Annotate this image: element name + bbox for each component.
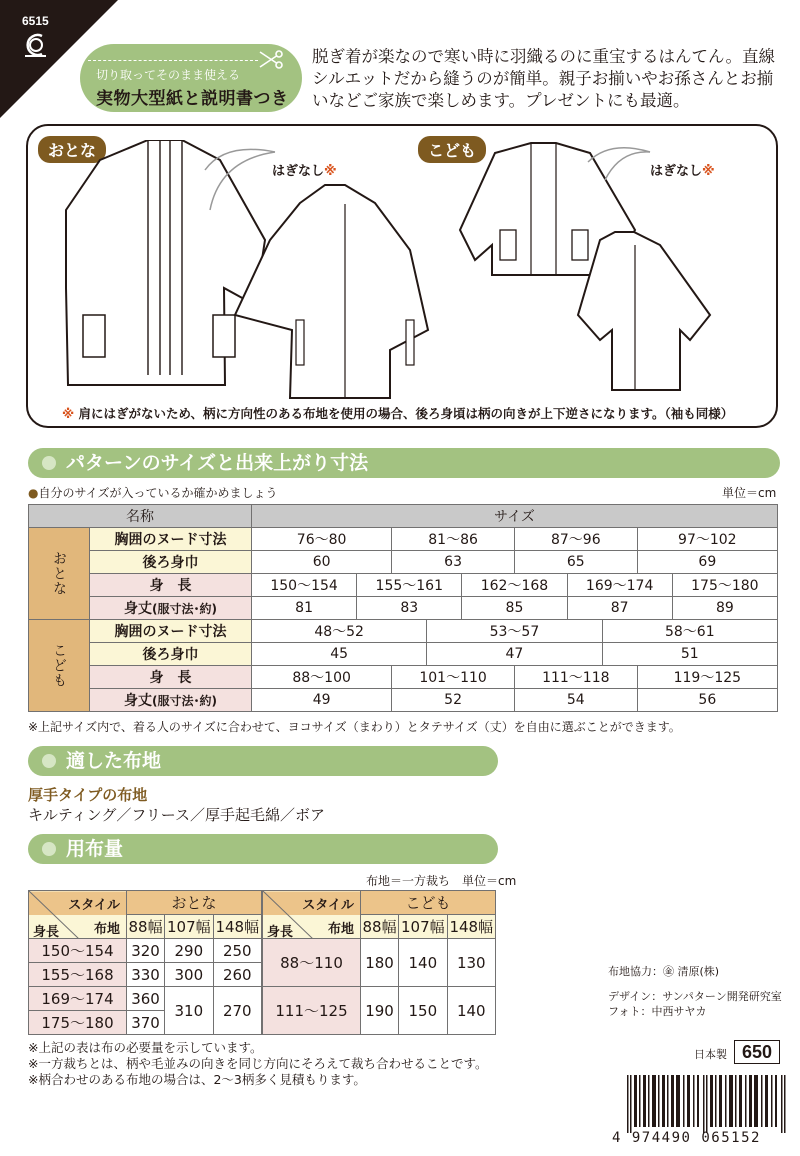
table-row: 後ろ身巾 45 47 51 — [29, 643, 778, 666]
row-label: 身丈(服寸法･約) — [90, 689, 252, 712]
bullet-icon — [42, 754, 56, 768]
yardage-unit: 布地＝一方裁ち 単位＝cm — [366, 874, 517, 888]
col-header-size: サイズ — [252, 505, 778, 528]
size-subtitle: ●自分のサイズが入っているか確かめましょう — [28, 486, 278, 500]
table-row: 身丈(服寸法･約) 49 52 54 56 — [29, 689, 778, 712]
price-box: 650 — [734, 1040, 780, 1064]
section-header-sizes: パターンのサイズと出来上がり寸法 — [28, 448, 780, 478]
size-table — [28, 504, 778, 712]
table-row: 身丈(服寸法･約) 81 83 85 87 89 — [29, 597, 778, 620]
brand-logo-icon — [22, 32, 48, 58]
table-row: 88〜110 180 140 130 — [263, 939, 496, 987]
col-header-name: 名称 — [29, 505, 252, 528]
table-row: 後ろ身巾 60 63 65 69 — [29, 551, 778, 574]
section-header-fabric: 適した布地 — [28, 746, 498, 776]
row-label: 身 長 — [90, 666, 252, 689]
section-header-yardage: 用布量 — [28, 834, 498, 864]
yardage-notes: ※上記の表は布の必要量を示しています。 ※一方裁ちとは、柄や毛並みの向きを同じ方向にそろえて裁ち合わせることです。 ※柄合わせのある布地の場合は、2〜3柄多く見積もります。 — [28, 1040, 488, 1087]
row-label: 身丈(服寸法･約) — [90, 597, 252, 620]
made-in-label: 日本製 — [694, 1048, 727, 1061]
table-row: 150〜154 320 290 250 — [29, 939, 262, 963]
seamless-label-child: はぎなし※ — [650, 164, 715, 179]
bullet-icon — [42, 456, 56, 470]
table-row: 169〜174 360 310 270 — [29, 987, 262, 1011]
intro-text: 脱ぎ着が楽なので寒い時に羽織るのに重宝するはんてん。直線シルエットだから縫うのが簡単。親子お揃いやお孫さんとお揃いなどご家族で楽しめます。プレゼントにも最適。 — [312, 47, 775, 110]
barcode-number: 4 974490 065152 — [612, 1130, 761, 1146]
table-row: こども 胸囲のヌード寸法 48〜52 53〜57 58〜61 — [29, 620, 778, 643]
diag-header: スタイル 布地 身長 — [263, 891, 361, 939]
table-row: 身 長 88〜100 101〜110 111〜118 119〜125 — [29, 666, 778, 689]
hanten-illustrations — [60, 140, 780, 400]
adult-label: おとな — [38, 136, 106, 163]
row-label: 後ろ身巾 — [90, 643, 252, 666]
size-unit: 単位＝cm — [722, 486, 777, 500]
badge-subtext: 切り取ってそのまま使える — [96, 68, 241, 82]
row-label: 身 長 — [90, 574, 252, 597]
table-row: 111〜125 190 150 140 — [263, 987, 496, 1035]
diag-header: スタイル 布地 身長 — [29, 891, 127, 939]
row-label: 後ろ身巾 — [90, 551, 252, 574]
scissors-icon — [258, 48, 284, 72]
yardage-table-child: スタイル 布地 身長 こども 88幅 107幅 148幅 88〜110 180 140 130 111〜125 190 150 140 — [262, 890, 496, 1035]
credits: 布地協力：㊎ 清原(株) デザイン：サンパターン開発研究室 フォト：中西サヤカ — [608, 965, 782, 1018]
child-label: こども — [418, 136, 486, 163]
badge-title: 実物大型紙と説明書つき — [96, 89, 289, 109]
table-row: 身 長 150〜154 155〜161 162〜168 169〜174 175〜180 — [29, 574, 778, 597]
row-label: 胸囲のヌード寸法 — [90, 528, 252, 551]
fabric-type: 厚手タイプの布地 — [28, 786, 148, 804]
table-row: 175〜180 370 — [29, 1011, 262, 1035]
row-label: 胸囲のヌード寸法 — [90, 620, 252, 643]
bullet-icon — [42, 842, 56, 856]
illustration-note: ※ 肩にはぎがないため、柄に方向性のある布地を使用の場合、後ろ身頃は柄の向きが上下逆さになります。（袖も同様） — [62, 406, 734, 421]
group-label-adult: おとな — [29, 528, 90, 620]
barcode-icon — [627, 1075, 787, 1133]
yardage-table-adult: スタイル 布地 身長 おとな 88幅 107幅 148幅 150〜154 320 290 250 155〜168 330 300 260 169〜174 360 310 270 175〜180 370 — [28, 890, 262, 1035]
cut-line — [88, 60, 258, 61]
table-row: おとな 胸囲のヌード寸法 76〜80 81〜86 87〜96 97〜102 — [29, 528, 778, 551]
pattern-number: 6515 — [22, 14, 49, 28]
fabric-list: キルティング／フリース／厚手起毛綿／ボア — [28, 806, 326, 824]
table-row: 155〜168 330 300 260 — [29, 963, 262, 987]
group-label-child: こども — [29, 620, 90, 712]
seamless-label-adult: はぎなし※ — [272, 164, 337, 179]
size-note: ※上記サイズ内で、着る人のサイズに合わせて、ヨコサイズ（まわり）とタテサイズ（丈）を自由に選ぶことができます。 — [28, 720, 681, 734]
